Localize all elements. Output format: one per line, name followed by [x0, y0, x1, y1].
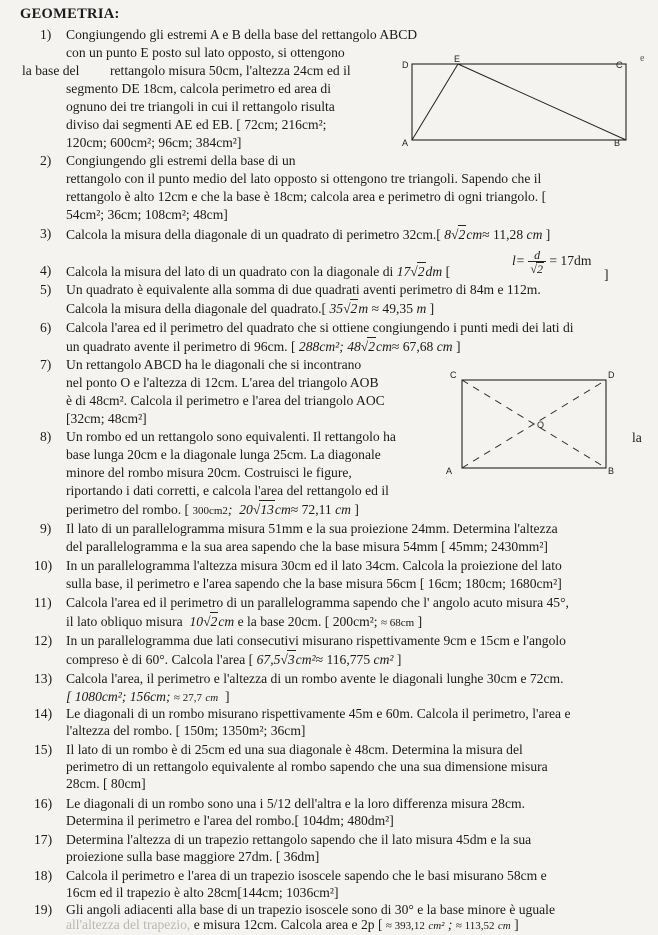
problem-5-line: Un quadrato è equivalente alla somma di due quadrati aventi perimetro di 84m e 112m.: [66, 282, 541, 297]
problem-10-line: In un parallelogramma l'altezza misura 30cm ed il lato 34cm. Calcola la proiezione del lato: [66, 558, 562, 573]
problem-1-line: con un punto E posto sul lato opposto, si ottengono: [66, 45, 345, 60]
answer-approx: ≈ 67,68: [391, 339, 434, 354]
problem-8-text: perimetro del rombo. [: [66, 502, 190, 517]
problem-2-line: rettangolo con il punto medio del lato opposto si ottengono tre triangoli. Sapendo che il: [66, 171, 542, 186]
problem-19-number: 19): [34, 902, 53, 917]
side-note-e: e: [640, 53, 645, 64]
problem-7-line: è di 48cm². Calcola il perimetro e l'area del triangolo AOC: [66, 393, 385, 408]
problem-19-line: [66, 916, 519, 935]
answer-approx: ≈ 113,52: [455, 920, 495, 932]
answer-bracket: ]: [417, 614, 423, 629]
answer-unit: cm: [376, 339, 392, 354]
problem-3-number: 3): [40, 226, 52, 241]
problem-7-number: 7): [40, 357, 52, 372]
problem-19-text-faded: all'altezza del trapezio,: [66, 917, 191, 932]
radicand: 2: [350, 301, 358, 316]
problem-17-line: Determina l'altezza di un trapezio rettangolo sapendo che il lato misura 45dm e la sua: [66, 832, 532, 847]
problem-1-line: rettangolo misura 50cm, l'altezza 24cm ed il: [110, 63, 351, 78]
problem-14-number: 14): [34, 706, 53, 721]
problem-15-line: perimetro di un rettangolo equivalente al rombo sapendo che una sua dimensione misura: [66, 759, 548, 774]
vertex-a-label: A: [446, 466, 453, 476]
answer-bracket: ]: [604, 267, 609, 282]
problem-4-line: Calcola la misura del lato di un quadrato con la diagonale di 17√2dm [: [66, 264, 451, 279]
page-title: GEOMETRIA:: [20, 6, 120, 22]
problem-11-line: Calcola l'area ed il perimetro di un parallelogramma sapendo che l' angolo acuto misura 45°,: [66, 595, 569, 610]
segment-ae: [412, 64, 458, 140]
answer-approx: ≈ 49,35: [371, 301, 414, 316]
problem-16-answer: Determina il perimetro e l'area del rombo.[ 104dm; 480dm²]: [66, 813, 394, 828]
answer-bracket: ]: [514, 917, 519, 932]
answer-unit: cm: [274, 502, 291, 517]
problem-8-line: minore del rombo misura 20cm. Costruisci le figure,: [66, 465, 352, 480]
answer-bracket: ]: [429, 301, 435, 316]
answer-unit: cm²: [295, 652, 316, 667]
formula-fraction: [528, 249, 546, 275]
answer-approx: ≈ 11,28: [482, 227, 524, 242]
problem-1-line: ognuno dei tre triangoli in cui il rettangolo risulta: [66, 99, 335, 114]
problem-17-number: 17): [34, 832, 53, 847]
problem-2-line: rettangolo è alto 12cm e che la base è 18cm; calcola area e perimetro di ogni triangolo. [: [66, 189, 547, 204]
side-note-la-base-del: la base del: [22, 63, 80, 78]
answer-bracket: [: [445, 264, 451, 279]
answer-unit: cm: [218, 614, 235, 629]
problem-6-line: Calcola l'area ed il perimetro del quadrato che si ottiene congiungendo i punti medi dei lati di: [66, 320, 574, 335]
formula-result: = 17dm: [549, 253, 592, 269]
problem-12-line: In un parallelogramma due lati consecutivi misurano rispettivamente 9cm e 15cm e l'angolo: [66, 633, 566, 648]
answer-bracket: [: [377, 917, 383, 932]
problem-2-number: 2): [40, 153, 52, 168]
answer-separator: ;: [227, 502, 233, 517]
problem-13-line: Calcola l'area, il perimetro e l'altezza di un rombo avente le diagonali lunghe 30cm e 72cm.: [66, 671, 564, 686]
answer-coefficient: 67,5: [256, 652, 281, 667]
answer-unit: cm: [205, 692, 219, 704]
radicand: 13: [260, 502, 274, 517]
problem-19-line: Gli angoli adiacenti alla base di un trapezio isoscele sono di 30° e la base minore è uguale: [66, 902, 555, 917]
problem-15-answer: 28cm. [ 80cm]: [66, 776, 146, 791]
answer-area: 300cm2: [192, 505, 228, 517]
problem-8-line: Un rombo ed un rettangolo sono equivalenti. Il rettangolo ha: [66, 429, 396, 444]
problem-9-answer: del parallelogramma e la sua area sapendo che la base misura 54mm [ 45mm; 2430mm²]: [66, 539, 548, 554]
answer-unit: m: [416, 301, 427, 316]
answer-approx: ≈ 27,7: [173, 692, 202, 704]
problem-6-number: 6): [40, 320, 52, 335]
problem-5-line: Calcola la misura della diagonale del quadrato.[ 35√2m ≈ 49,35 m ]: [66, 301, 435, 316]
problem-1-answer: 120cm; 600cm²; 96cm; 384cm²]: [66, 135, 242, 150]
diagonal-coefficient: 17: [396, 264, 411, 279]
problem-2-answer: 54cm²; 36cm; 108cm²; 48cm]: [66, 207, 228, 222]
vertex-e-label: E: [454, 54, 461, 64]
fraction-numerator: d: [528, 249, 546, 262]
answer-unit: cm: [497, 920, 511, 932]
problem-12-number: 12): [34, 633, 53, 648]
radicand: 2: [210, 614, 218, 629]
problem-9-number: 9): [40, 521, 52, 536]
problem-1-line: Congiungendo gli estremi A e B della base del rettangolo ABCD: [66, 27, 418, 42]
problem-7-line: nel ponto O e l'altezza di 12cm. L'area del triangolo AOB: [66, 375, 379, 390]
problem-4-number: 4): [40, 263, 52, 278]
problem-1-line: diviso dai segmenti AE ed EB. [ 72cm; 216cm²;: [66, 117, 327, 132]
vertex-d-label: D: [608, 370, 615, 380]
radicand: 2: [417, 264, 425, 279]
problem-11-text: il lato obliquo misura: [66, 614, 183, 629]
side-note-la: la: [632, 430, 642, 445]
problem-11-text: e la base 20cm. [ 200cm²;: [237, 614, 378, 629]
answer-unit: m: [358, 301, 369, 316]
problem-12-text: compreso è di 60°. Calcola l'area [: [66, 652, 254, 667]
answer-bracket: ]: [396, 652, 402, 667]
vertex-b-label: B: [608, 466, 615, 476]
problem-16-number: 16): [34, 796, 53, 811]
answer-unit: cm²: [428, 920, 445, 932]
problem-12-line: compreso è di 60°. Calcola l'area [ 67,5√3cm²≈ 116,775 cm² ]: [66, 652, 402, 667]
answer-bracket: ]: [545, 227, 551, 242]
problem-8-line: perimetro del rombo. [ 300cm2; 20√13cm≈ 72,11 cm ]: [66, 502, 359, 517]
answer-area: [ 1080cm²: [66, 689, 122, 704]
problem-10-answer: sulla base, il perimetro e l'area sapendo che la base misura 56cm [ 16cm; 180cm; 1680cm²]: [66, 576, 562, 591]
answer-approx: ≈ 116,775: [315, 652, 371, 667]
formula-l: l=: [512, 253, 525, 269]
center-o-label: O: [537, 420, 545, 430]
rectangle-outline: [412, 64, 626, 140]
answer-approx: ≈ 72,11: [290, 502, 332, 517]
radicand: 3: [287, 652, 295, 667]
answer-unit: cm: [436, 339, 453, 354]
problem-18-answer: 16cm ed il trapezio è alto 28cm[144cm; 1036cm²]: [66, 885, 339, 900]
answer-coefficient: 10: [189, 614, 204, 629]
answer-unit: cm: [335, 502, 351, 517]
problem-5-text: Calcola la misura della diagonale del quadrato.[: [66, 301, 327, 316]
problem-13-number: 13): [34, 671, 53, 686]
answer-separator: ;: [339, 339, 344, 354]
answer-bracket: ]: [225, 689, 230, 704]
figure-rectangle-abcd-triangles: [398, 54, 638, 150]
problem-1-line: segmento DE 18cm, calcola perimetro ed area di: [66, 81, 331, 96]
answer-unit: cm²: [373, 652, 394, 667]
problem-9-line: Il lato di un parallelogramma misura 51mm e la sua proiezione 24mm. Determina l'altezza: [66, 521, 558, 536]
problem-4-answer-formula: [512, 249, 591, 275]
answer-bracket: ]: [354, 502, 359, 517]
answer-bracket: ]: [456, 339, 461, 354]
problem-17-answer: proiezione sulla base maggiore 27dm. [ 36dm]: [66, 849, 320, 864]
radicand: 2: [536, 262, 543, 276]
problem-2-line: Congiungendo gli estremi della base di un: [66, 153, 296, 168]
problem-14-line: Le diagonali di un rombo misurano rispettivamente 45m e 60m. Calcola il perimetro, l'area e: [66, 706, 571, 721]
problem-7-line: Un rettangolo ABCD ha le diagonali che si incontrano: [66, 357, 362, 372]
problem-19-text: e misura 12cm. Calcola area e 2p: [193, 917, 375, 932]
problem-5-number: 5): [40, 282, 52, 297]
problem-1-number: 1): [40, 27, 52, 42]
answer-approx: ≈ 393,12: [385, 920, 425, 932]
problem-7-answer: [32cm; 48cm²]: [66, 411, 147, 426]
problem-8-line: riportando i dati corretti, e calcola l'area del rettangolo ed il: [66, 483, 389, 498]
figure-rectangle-diagonals: [444, 366, 624, 480]
answer-separator: ;: [447, 917, 453, 932]
diagonal-unit: dm: [425, 264, 443, 279]
problem-8-number: 8): [40, 429, 52, 444]
answer-unit: cm: [466, 227, 483, 242]
answer-approx: ≈ 68cm: [380, 617, 415, 629]
problem-16-line: Le diagonali di un rombo sono una i 5/12 dell'altra e la loro differenza misura 28cm.: [66, 796, 525, 811]
problem-10-number: 10): [34, 558, 53, 573]
problem-15-line: Il lato di un rombo è di 25cm ed una sua diagonale è 48cm. Determina la misura del: [66, 742, 523, 757]
radicand: 2: [458, 227, 466, 242]
problem-15-number: 15): [34, 742, 53, 757]
problem-18-number: 18): [34, 868, 53, 883]
problem-3-line: Calcola la misura della diagonale di un quadrato di perimetro 32cm.[ 8√2cm≈ 11,28 cm ]: [66, 227, 551, 242]
answer-coefficient: 20: [239, 502, 253, 517]
answer-separator: ;: [165, 689, 171, 704]
vertex-c-label: C: [450, 370, 457, 380]
radicand: 2: [368, 339, 376, 354]
answer-coefficient: 8: [444, 227, 452, 242]
vertex-d-label: D: [402, 60, 409, 70]
answer-coefficient: 48: [347, 339, 361, 354]
vertex-b-label: B: [614, 138, 621, 148]
vertex-a-label: A: [402, 138, 409, 148]
problem-6-line: un quadrato avente il perimetro di 96cm. [ 288cm²; 48√2cm≈ 67,68 cm ]: [66, 339, 461, 354]
problem-8-line: base lunga 20cm e la diagonale lunga 25cm. La diagonale: [66, 447, 381, 462]
answer-area: 288cm²: [298, 339, 340, 354]
fraction-denominator: √2: [530, 262, 543, 276]
problem-4-text: Calcola la misura del lato di un quadrato con la diagonale di: [66, 264, 394, 279]
segment-eb: [458, 64, 626, 140]
problem-3-text: Calcola la misura della diagonale di un quadrato di perimetro 32cm.[: [66, 227, 441, 242]
answer-unit: cm: [526, 227, 543, 242]
problem-11-line: il lato obliquo misura 10√2cm e la base 20cm. [ 200cm²; ≈ 68cm ]: [66, 614, 423, 629]
problem-18-line: Calcola il perimetro e l'area di un trapezio isoscele sapendo che le basi misurano 58cm e: [66, 868, 547, 883]
problem-11-number: 11): [34, 595, 52, 610]
problem-6-text: un quadrato avente il perimetro di 96cm. [: [66, 339, 296, 354]
problem-14-answer: l'altezza del rombo. [ 150m; 1350m²; 36cm]: [66, 723, 306, 738]
answer-coefficient: 35: [329, 301, 344, 316]
answer-perimeter: ; 156cm: [121, 689, 166, 704]
vertex-c-label: C: [616, 60, 623, 70]
